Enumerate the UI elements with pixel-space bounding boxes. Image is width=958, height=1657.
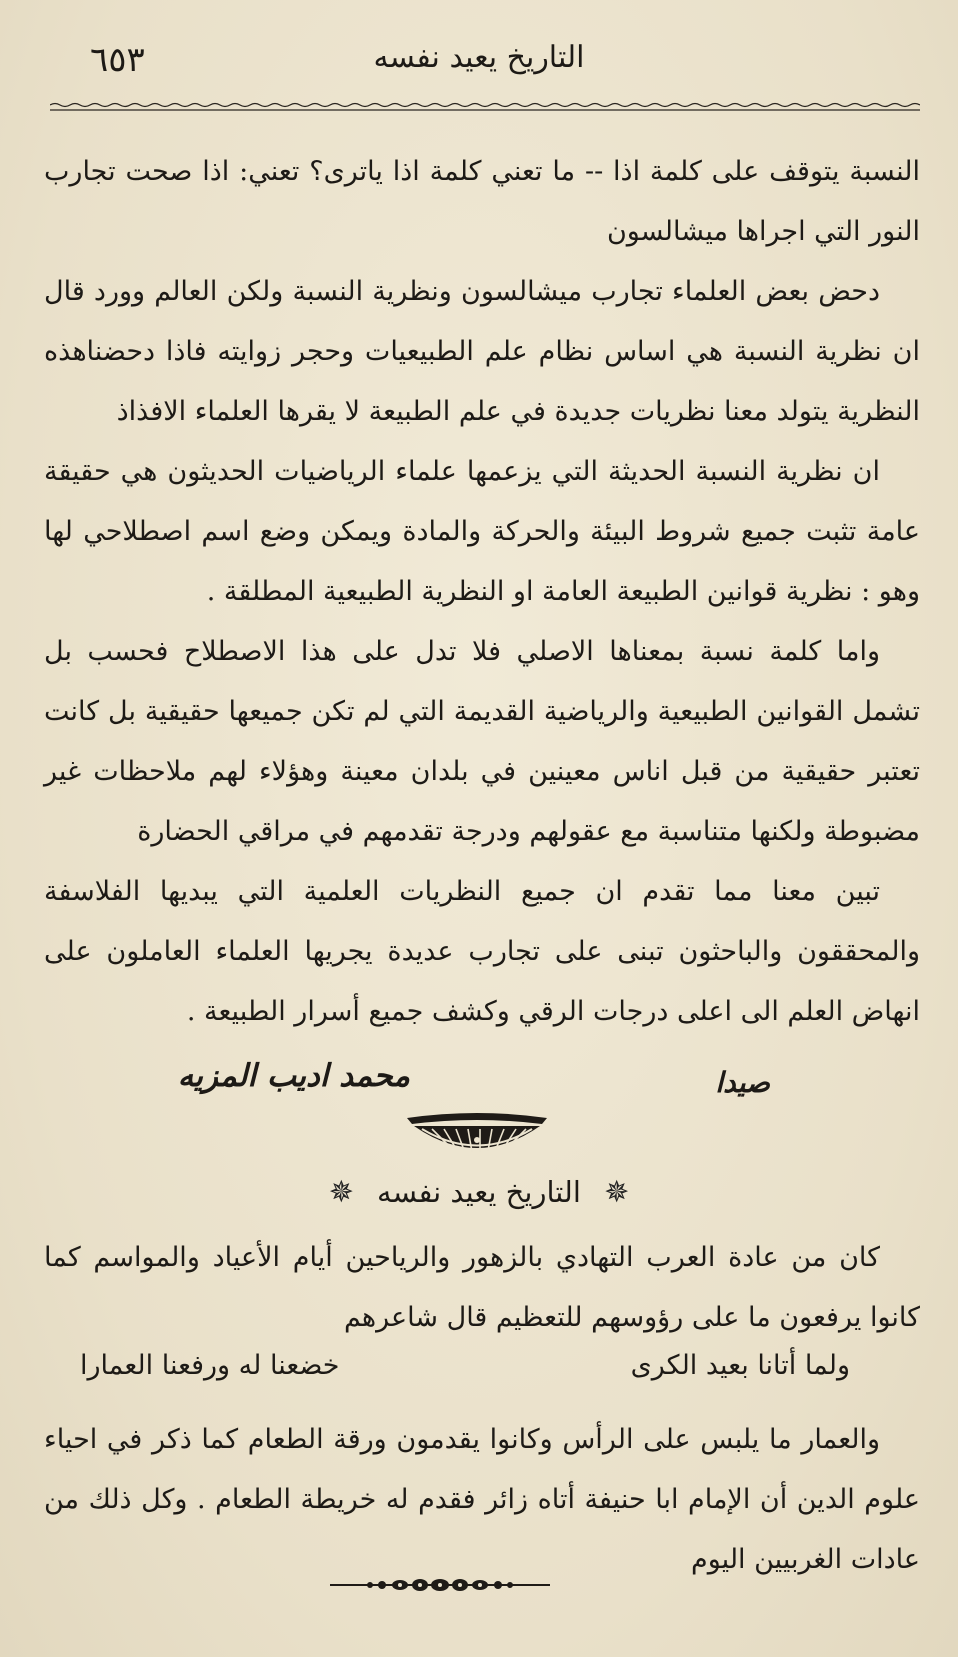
article-signature bbox=[90, 1058, 850, 1118]
page-number: ٦٥٣ bbox=[90, 40, 145, 80]
signature-author: محمد اديب المزيه bbox=[177, 1058, 410, 1094]
verse-hemistich-second: خضعنا له ورفعنا العمارا bbox=[80, 1350, 340, 1381]
paragraph-2 bbox=[44, 262, 920, 442]
page-header bbox=[50, 40, 908, 90]
running-title: التاريخ يعيد نفسه bbox=[373, 40, 585, 75]
signature-place: صيدا bbox=[715, 1066, 770, 1099]
section-paragraph-1-text: كان من عادة العرب التهادي بالزهور والرياحين أيام الأعياد والمواسم كما كانوا يرفعون ما على رؤوسهم للتعظيم قال شاعرهم bbox=[44, 1242, 920, 1333]
verse-hemistich-first: ولما أتانا بعيد الكرى bbox=[630, 1350, 850, 1381]
paragraph-1-text: النسبة يتوقف على كلمة اذا -- ما تعني كلمة اذا ياترى؟ تعني: اذا صحت تجارب النور التي اجراها ميشالسون bbox=[44, 156, 920, 247]
paragraph-5 bbox=[44, 862, 920, 1042]
paragraph-3-text: ان نظرية النسبة الحديثة التي يزعمها علماء الرياضيات الحديثون هي حقيقة عامة تثبت جميع شروط البيئة والحركة والمادة ويمكن وضع اسم اصطلاحي لها وهو : نظرية قوانين الطبيعة العامة او النظرية الطبيعية المطلقة . bbox=[44, 456, 920, 607]
star-ornament-icon: ✵ bbox=[328, 1175, 354, 1210]
end-ornament-rule-icon bbox=[330, 1576, 550, 1594]
section-title: التاريخ يعيد نفسه bbox=[377, 1175, 581, 1209]
section-paragraph-1 bbox=[44, 1228, 920, 1348]
star-ornament-icon: ✵ bbox=[604, 1175, 630, 1210]
section-paragraph-2 bbox=[44, 1410, 920, 1590]
paragraph-3 bbox=[44, 442, 920, 622]
section-heading bbox=[0, 1175, 958, 1225]
paragraph-2-text: دحض بعض العلماء تجارب ميشالسون ونظرية النسبة ولكن العالم وورد قال ان نظرية النسبة هي اساس نظام علم الطبيعيات وحجر زوايته فاذا دحضناهذه النظرية يتولد معنا نظريات جديدة في علم الطبيعة لا يقرها العلماء الافذاذ bbox=[44, 276, 920, 427]
header-wavy-rule bbox=[50, 102, 920, 112]
paragraph-1 bbox=[44, 142, 920, 262]
paragraph-5-text: تبين معنا مما تقدم ان جميع النظريات العلمية التي يبديها الفلاسفة والمحققون والباحثون تبنى على تجارب عديدة يجريها العلماء العاملون على انهاض العلم الى اعلى درجات الرقي وكشف جميع أسرار الطبيعة . bbox=[44, 876, 920, 1027]
section-paragraph-2-text: والعمار ما يلبس على الرأس وكانوا يقدمون ورقة الطعام كما ذكر في احياء علوم الدين أن الإمام ابا حنيفة أتاه زائر فقدم له خريطة الطعام . وكل ذلك من عادات الغربيين اليوم bbox=[44, 1424, 920, 1575]
fan-ornament-icon bbox=[402, 1110, 552, 1164]
paragraph-4-text: واما كلمة نسبة بمعناها الاصلي فلا تدل على هذا الاصطلاح فحسب بل تشمل القوانين الطبيعية والرياضية القديمة التي لم تكن جميعها حقيقية بل كانت تعتبر حقيقية من قبل اناس معينين في بلدان معينة وهؤلاء لهم ملاحظات غير مضبوطة ولكنها متناسبة مع عقولهم ودرجة تقدمهم في مراقي الحضارة bbox=[44, 636, 920, 847]
poetry-verse bbox=[80, 1350, 850, 1410]
paragraph-4 bbox=[44, 622, 920, 862]
